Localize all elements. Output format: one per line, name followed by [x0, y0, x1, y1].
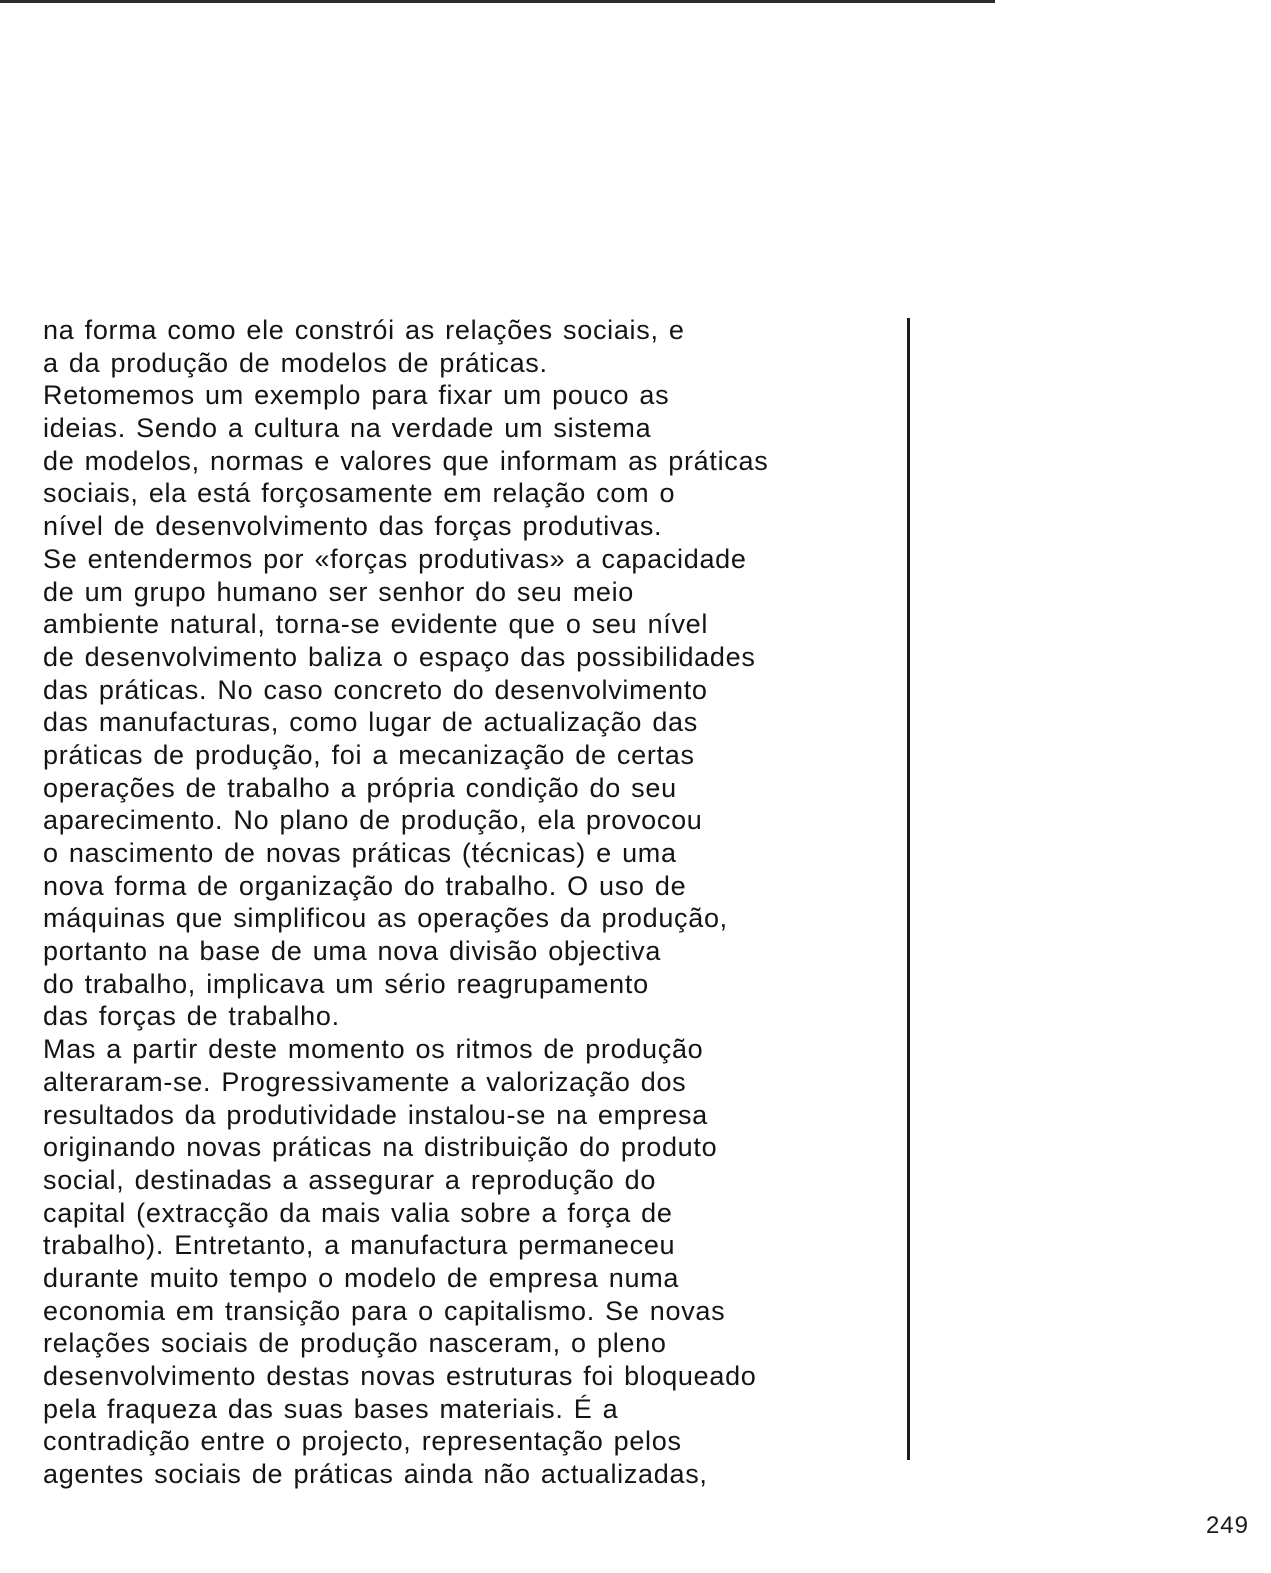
- text-line: contradição entre o projecto, representação pelos: [43, 1426, 682, 1457]
- text-line: o nascimento de novas práticas (técnicas) e uma: [43, 838, 677, 868]
- page-number: 249: [1205, 1512, 1249, 1539]
- text-line: portanto na base de uma nova divisão objectiva: [43, 936, 662, 967]
- text-line: a da produção de modelos de práticas.: [43, 347, 548, 378]
- text-line: agentes sociais de práticas ainda não actualizadas,: [43, 1459, 708, 1490]
- top-rule: [0, 0, 995, 3]
- text-line: do trabalho, implicava um sério reagrupamento: [43, 968, 649, 999]
- text-line: sociais, ela está forçosamente em relação com o: [43, 478, 676, 509]
- text-line: alteraram-se. Progressivamente a valorização dos: [43, 1066, 687, 1097]
- text-line: de modelos, normas e valores que informam as práticas: [43, 445, 769, 476]
- text-line: aparecimento. No plano de produção, ela provocou: [43, 805, 703, 836]
- text-line: capital (extracção da mais valia sobre a força de: [43, 1197, 673, 1228]
- body-text: [43, 314, 903, 1491]
- text-line: originando novas práticas na distribuição do produto: [43, 1132, 718, 1163]
- text-line: durante muito tempo o modelo de empresa numa: [43, 1262, 680, 1293]
- text-line: Se entendermos por «forças produtivas» a capacidade: [43, 543, 747, 574]
- text-line: de um grupo humano ser senhor do seu meio: [43, 576, 635, 607]
- text-line: trabalho). Entretanto, a manufactura permaneceu: [43, 1230, 676, 1261]
- text-line: das práticas. No caso concreto do desenvolvimento: [43, 674, 708, 705]
- text-line: na forma como ele constrói as relações sociais, e: [43, 315, 685, 345]
- text-line: das manufacturas, como lugar de actualização das: [43, 707, 698, 738]
- text-line: Mas a partir deste momento os ritmos de produção: [43, 1034, 704, 1065]
- text-line: social, destinadas a assegurar a reprodução do: [43, 1164, 657, 1195]
- text-line: nível de desenvolvimento das forças produtivas.: [43, 511, 663, 542]
- text-line: pela fraqueza das suas bases materiais. É a: [43, 1393, 619, 1424]
- text-line: das forças de trabalho.: [43, 1001, 340, 1032]
- text-line: desenvolvimento destas novas estruturas foi bloqueado: [43, 1361, 757, 1391]
- text-line: relações sociais de produção nasceram, o pleno: [43, 1328, 667, 1359]
- text-line: economia em transição para o capitalismo. Se novas: [43, 1295, 726, 1326]
- text-line: nova forma de organização do trabalho. O uso de: [43, 870, 687, 901]
- text-line: ambiente natural, torna-se evidente que o seu nível: [43, 609, 709, 640]
- text-line: operações de trabalho a própria condição do seu: [43, 772, 677, 803]
- text-line: resultados da produtividade instalou-se na empresa: [43, 1099, 708, 1130]
- text-line: Retomemos um exemplo para fixar um pouco as: [43, 380, 670, 411]
- margin-rule: [907, 318, 910, 1460]
- text-line: ideias. Sendo a cultura na verdade um sistema: [43, 413, 652, 444]
- text-line: de desenvolvimento baliza o espaço das possibilidades: [43, 641, 756, 672]
- text-line: práticas de produção, foi a mecanização de certas: [43, 739, 695, 770]
- text-line: máquinas que simplificou as operações da produção,: [43, 903, 728, 934]
